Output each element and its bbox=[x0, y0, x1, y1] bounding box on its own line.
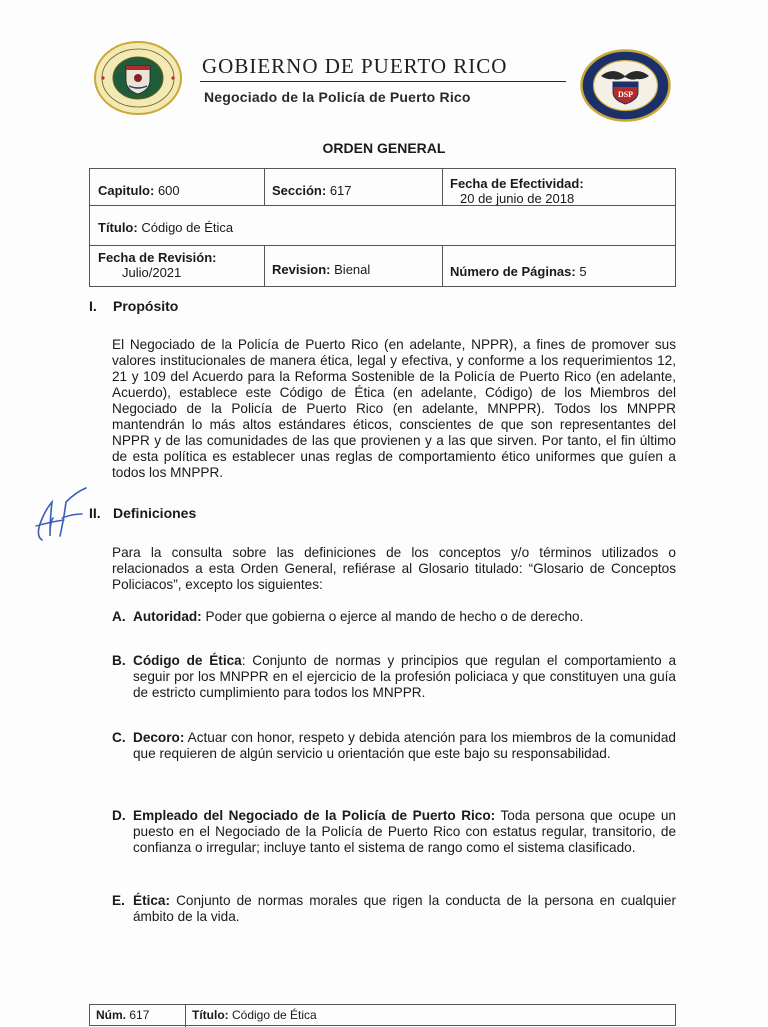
footer-num-label: Núm. bbox=[96, 1008, 126, 1022]
definition-term: Código de Ética bbox=[133, 653, 242, 668]
capitulo-value: 600 bbox=[157, 183, 180, 198]
footer-title bbox=[192, 1008, 317, 1022]
section-heading-definiciones bbox=[89, 505, 196, 521]
section-title: Definiciones bbox=[113, 505, 197, 521]
capitulo-cell bbox=[90, 179, 188, 202]
revision-value: Bienal bbox=[334, 262, 371, 277]
dsp-seal-text: DSP bbox=[617, 90, 634, 99]
capitulo-label: Capitulo: bbox=[98, 183, 155, 198]
definition-text: Conjunto de normas morales que rigen la conducta de la persona en cualquier ámbito de la vida. bbox=[133, 893, 676, 924]
fecha-efectividad-label: Fecha de Efectividad: bbox=[450, 176, 584, 191]
seccion-cell bbox=[264, 179, 360, 202]
definition-letter: E. bbox=[112, 893, 125, 908]
definition-term: Empleado del Negociado de la Policía de Puerto Rico: bbox=[133, 808, 496, 823]
footer-titulo-value: Código de Ética bbox=[232, 1008, 317, 1022]
titulo-cell bbox=[90, 216, 241, 239]
puerto-rico-government-seal-icon bbox=[93, 40, 183, 116]
fecha-revision-label: Fecha de Revisión: bbox=[98, 250, 217, 265]
section-number: I. bbox=[89, 298, 97, 314]
footer-number bbox=[96, 1008, 149, 1022]
section-number: II. bbox=[89, 505, 101, 521]
paginas-label: Número de Páginas: bbox=[450, 264, 576, 279]
paginas-cell bbox=[442, 260, 595, 283]
definition-letter: B. bbox=[112, 653, 126, 668]
document-type-title: ORDEN GENERAL bbox=[322, 140, 446, 156]
handwritten-initials-icon bbox=[28, 486, 98, 546]
definition-item bbox=[112, 609, 676, 625]
definition-text: : Conjunto de normas y principios que regulan el comportamiento a seguir por los MNPPR en el ejercicio de la profesión policiaca y que constituyen una guía de estricto cumplimiento para todos los MNPPR. bbox=[133, 653, 677, 700]
dsp-seal-icon bbox=[579, 48, 672, 123]
definition-item bbox=[112, 653, 676, 701]
titulo-label: Título: bbox=[98, 220, 138, 235]
agency-subtitle: Negociado de la Policía de Puerto Rico bbox=[204, 89, 471, 105]
definition-letter: C. bbox=[112, 730, 126, 745]
fecha-efectividad-value: 20 de junio de 2018 bbox=[460, 191, 575, 206]
page-footer bbox=[89, 1004, 676, 1026]
fecha-revision-value: Julio/2021 bbox=[122, 265, 182, 280]
section-title: Propósito bbox=[113, 298, 179, 314]
definition-letter: D. bbox=[112, 808, 126, 823]
titulo-value: Código de Ética bbox=[141, 220, 234, 235]
definition-text: Toda persona que ocupe un puesto en el Negociado de la Policía de Puerto Rico con estatus regular, transitorio, de confianza o irregular; incluye tanto el sistema de rango como el sistema clasificado. bbox=[133, 808, 676, 855]
definition-term: Autoridad: bbox=[133, 609, 202, 624]
paginas-value: 5 bbox=[579, 264, 587, 279]
seccion-value: 617 bbox=[329, 183, 352, 198]
header-divider bbox=[200, 81, 566, 82]
fecha-revision-cell bbox=[90, 246, 224, 284]
fecha-efectividad-cell bbox=[442, 172, 592, 210]
definition-item bbox=[112, 730, 676, 762]
definition-term: Decoro: bbox=[133, 730, 185, 745]
definition-text: Poder que gobierna o ejerce al mando de hecho o de derecho. bbox=[205, 609, 584, 624]
proposito-paragraph: El Negociado de la Policía de Puerto Rico (en adelante, NPPR), a fines de promover sus valores institucionales de manera ética, legal y efectiva, y conforme a los requerimientos 12, 21 y 109 del Acuerdo para la Reforma Sostenible de la Policía de Puerto Rico (en adelante, Acuerdo), establece este Código de Ética (en adelante, Código) de los Miembros del Negociado de la Policía de Puerto Rico (en adelante, MNPPR). Todos los MNPPR mantendrán lo más altos estándares éticos, conscientes de que son representantes del NPPR y de las comunidades de las que provienen y a las que sirven. Por tanto, el fin último de esta política es establecer unas reglas de comportamiento ético uniformes que guíen a todos los MNPPR. bbox=[112, 337, 676, 480]
footer-titulo-label: Título: bbox=[192, 1008, 229, 1022]
revision-cell bbox=[264, 258, 378, 281]
order-info-table bbox=[89, 168, 676, 287]
definition-text: Actuar con honor, respeto y debida atención para los miembros de la comunidad que requieren de algún servicio u orientación que este bajo su responsabilidad. bbox=[133, 730, 676, 761]
footer-num-value: 617 bbox=[129, 1008, 150, 1022]
definition-item bbox=[112, 808, 676, 856]
definition-item bbox=[112, 893, 676, 925]
definition-term: Ética: bbox=[133, 893, 171, 908]
seccion-label: Sección: bbox=[272, 183, 327, 198]
definiciones-intro-paragraph: Para la consulta sobre las definiciones de los conceptos y/o términos utilizados o relacionados a esta Orden General, refiérase al Glosario titulado: “Glosario de Conceptos Policiacos”, excepto los siguientes: bbox=[112, 545, 676, 592]
government-title: GOBIERNO DE PUERTO RICO bbox=[202, 54, 508, 78]
revision-label: Revision: bbox=[272, 262, 331, 277]
definition-letter: A. bbox=[112, 609, 126, 624]
section-heading-proposito bbox=[89, 298, 178, 314]
